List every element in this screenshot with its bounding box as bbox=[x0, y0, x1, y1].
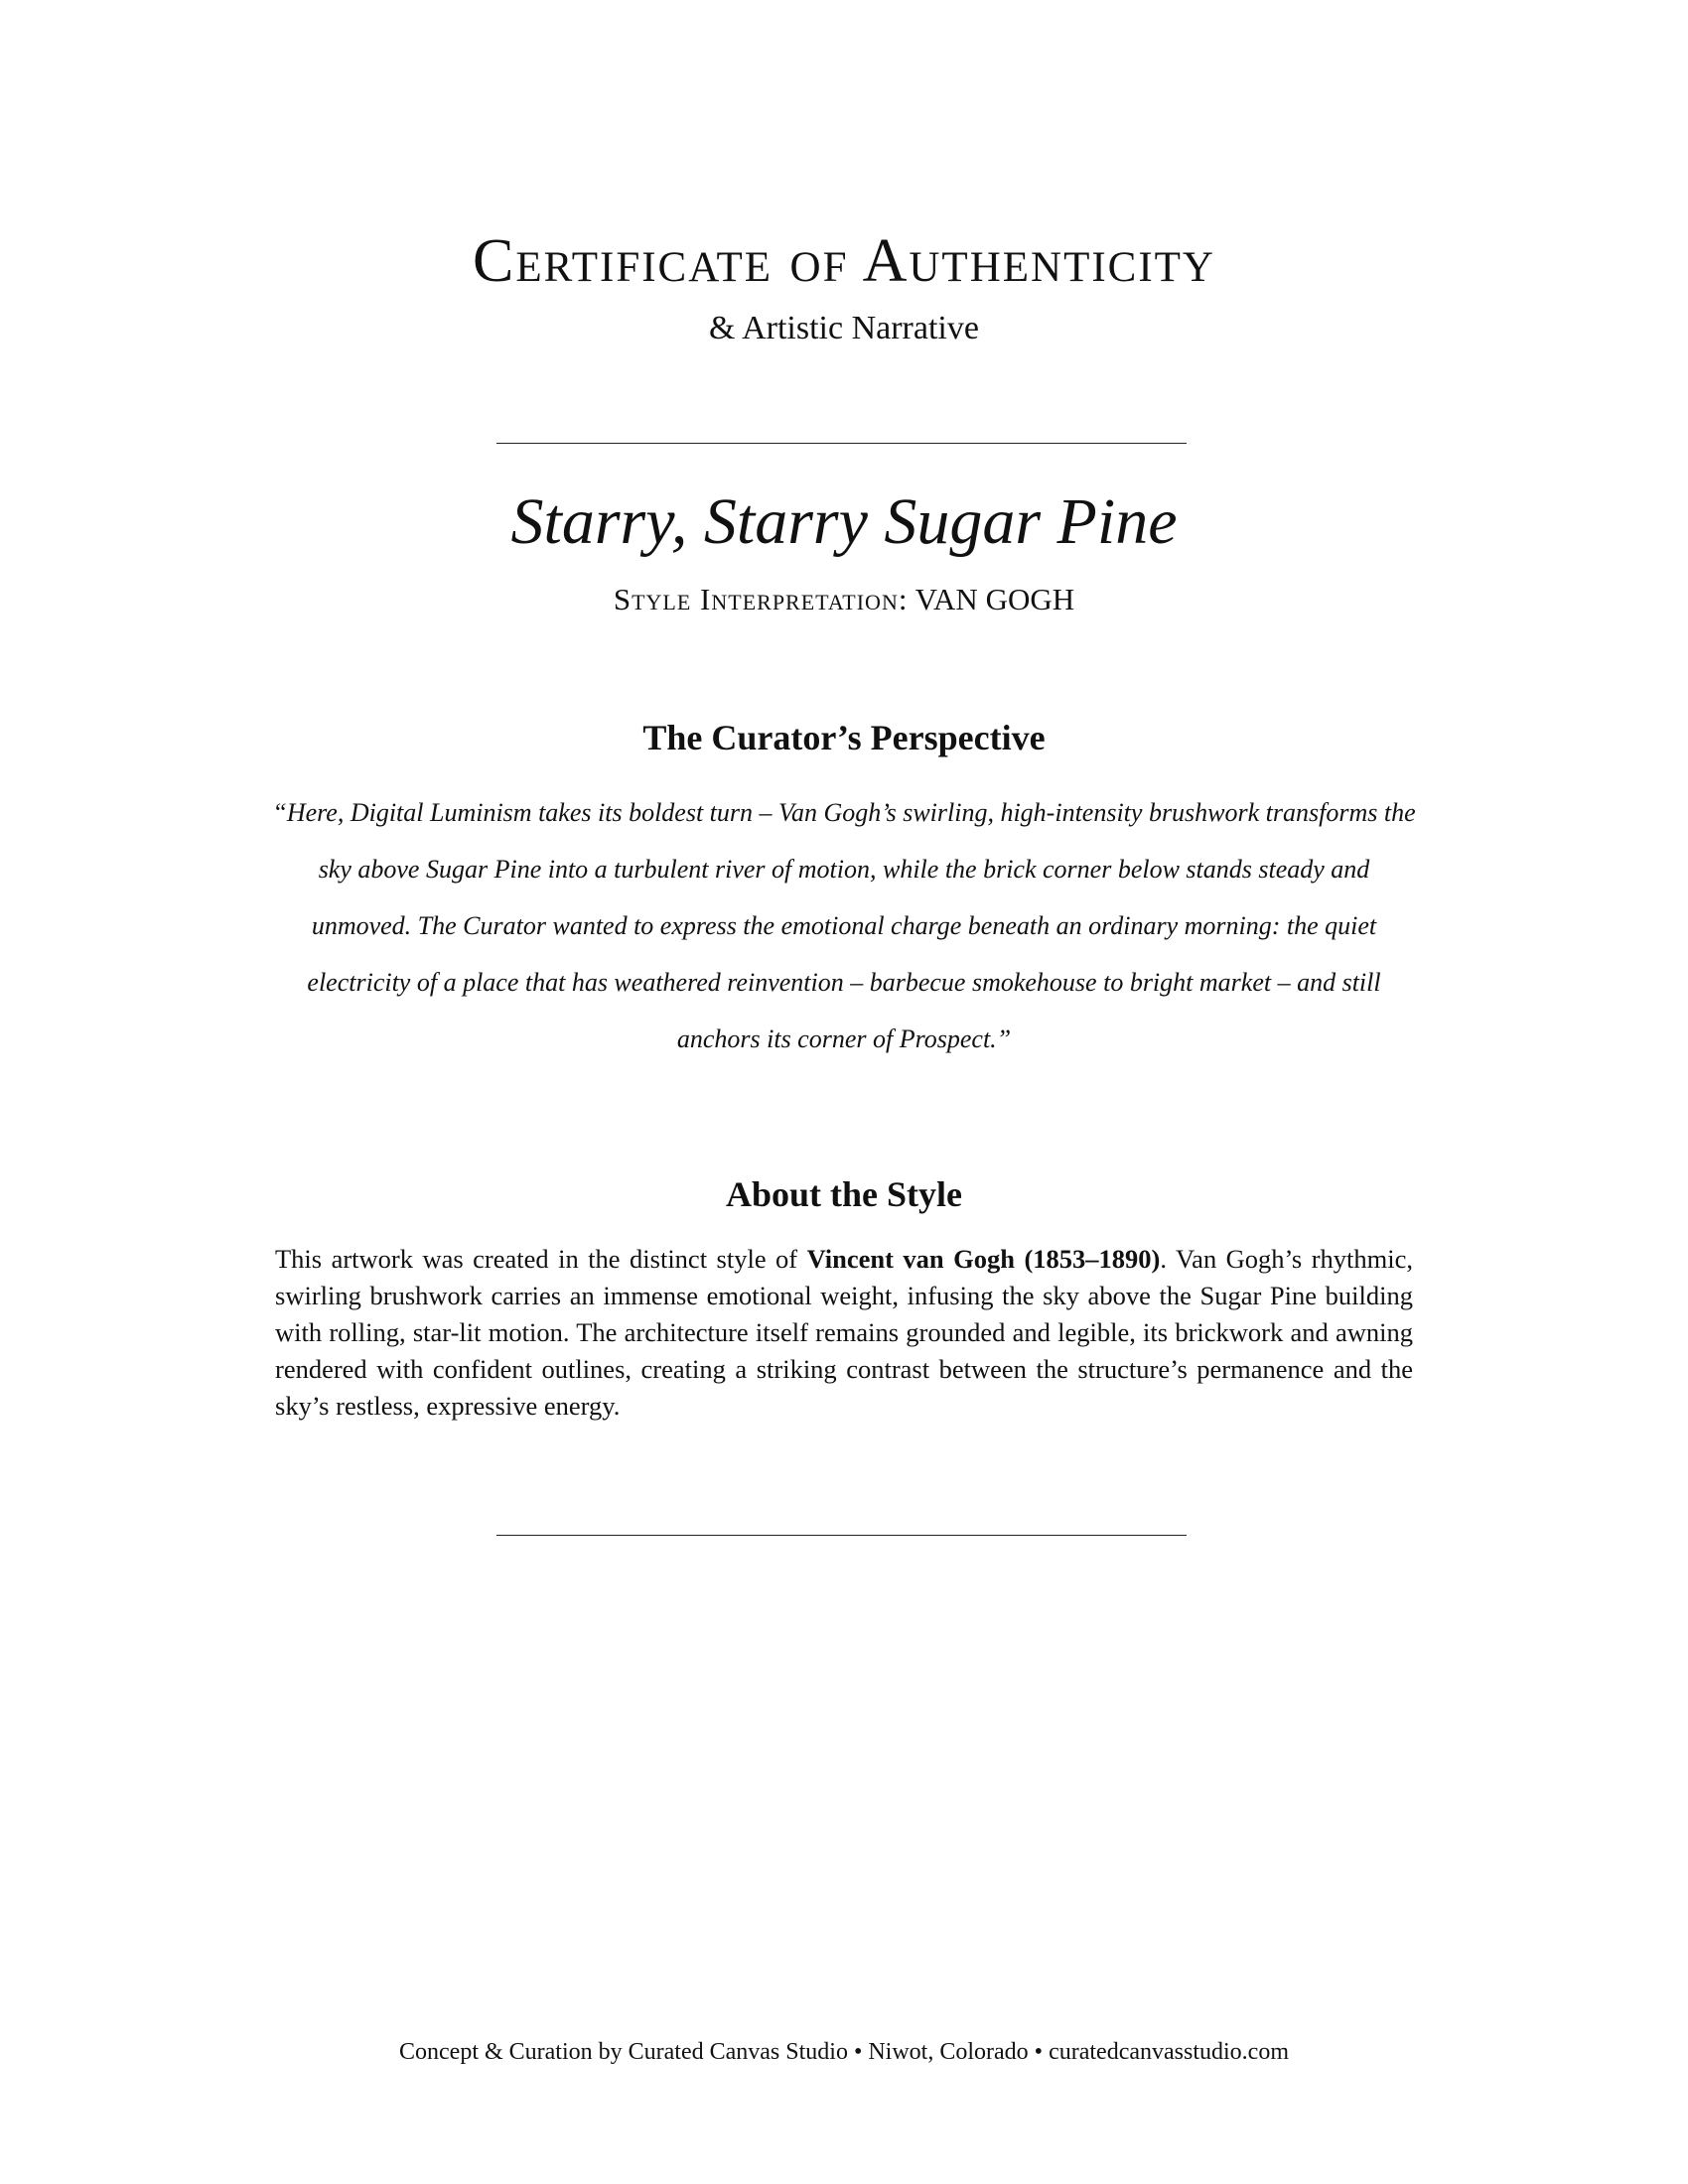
artist-name: Vincent van Gogh (1853–1890) bbox=[806, 1244, 1161, 1274]
about-paragraph bbox=[275, 1241, 1413, 1425]
curator-quote: “Here, Digital Luminism takes its boldest turn – Van Gogh’s swirling, high-intensity brushwork transforms the sky above Sugar Pine into a turbulent river of motion, while the brick corner below stands steady and unmoved. The Curator wanted to express the emotional charge beneath an ordinary morning: the quiet electricity of a place that has weathered reinvention – barbecue smokehouse to bright market – and still anchors its corner of Prospect.” bbox=[272, 798, 1416, 1053]
certificate-subtitle: & Artistic Narrative bbox=[709, 310, 979, 346]
about-text-body: . Van Gogh’s rhythmic, swirling brushwork carries an immense emotional weight, infusing the sky above the Sugar Pine building with rolling, star-lit motion. The architecture itself remains grounded and legible, its brickwork and awning rendered with confident outlines, creating a striking contrast between the structure’s permanence and the sky’s restless, expressive energy. bbox=[275, 1244, 1413, 1421]
style-value: VAN GOGH bbox=[914, 582, 1075, 616]
curator-heading: The Curator’s Perspective bbox=[642, 718, 1046, 757]
bottom-divider bbox=[496, 1535, 1187, 1536]
top-divider bbox=[496, 443, 1187, 444]
about-heading: About the Style bbox=[725, 1174, 962, 1214]
certificate-title: Certificate of Authenticity bbox=[473, 227, 1215, 295]
style-label: Style Interpretation: bbox=[613, 582, 909, 616]
artwork-title: Starry, Starry Sugar Pine bbox=[510, 485, 1178, 558]
footer-credit: Concept & Curation by Curated Canvas Studio • Niwot, Colorado • curatedcanvasstudio.com bbox=[399, 2039, 1289, 2065]
style-interpretation-line bbox=[0, 584, 1688, 614]
about-text-intro: This artwork was created in the distinct style of bbox=[275, 1244, 807, 1274]
